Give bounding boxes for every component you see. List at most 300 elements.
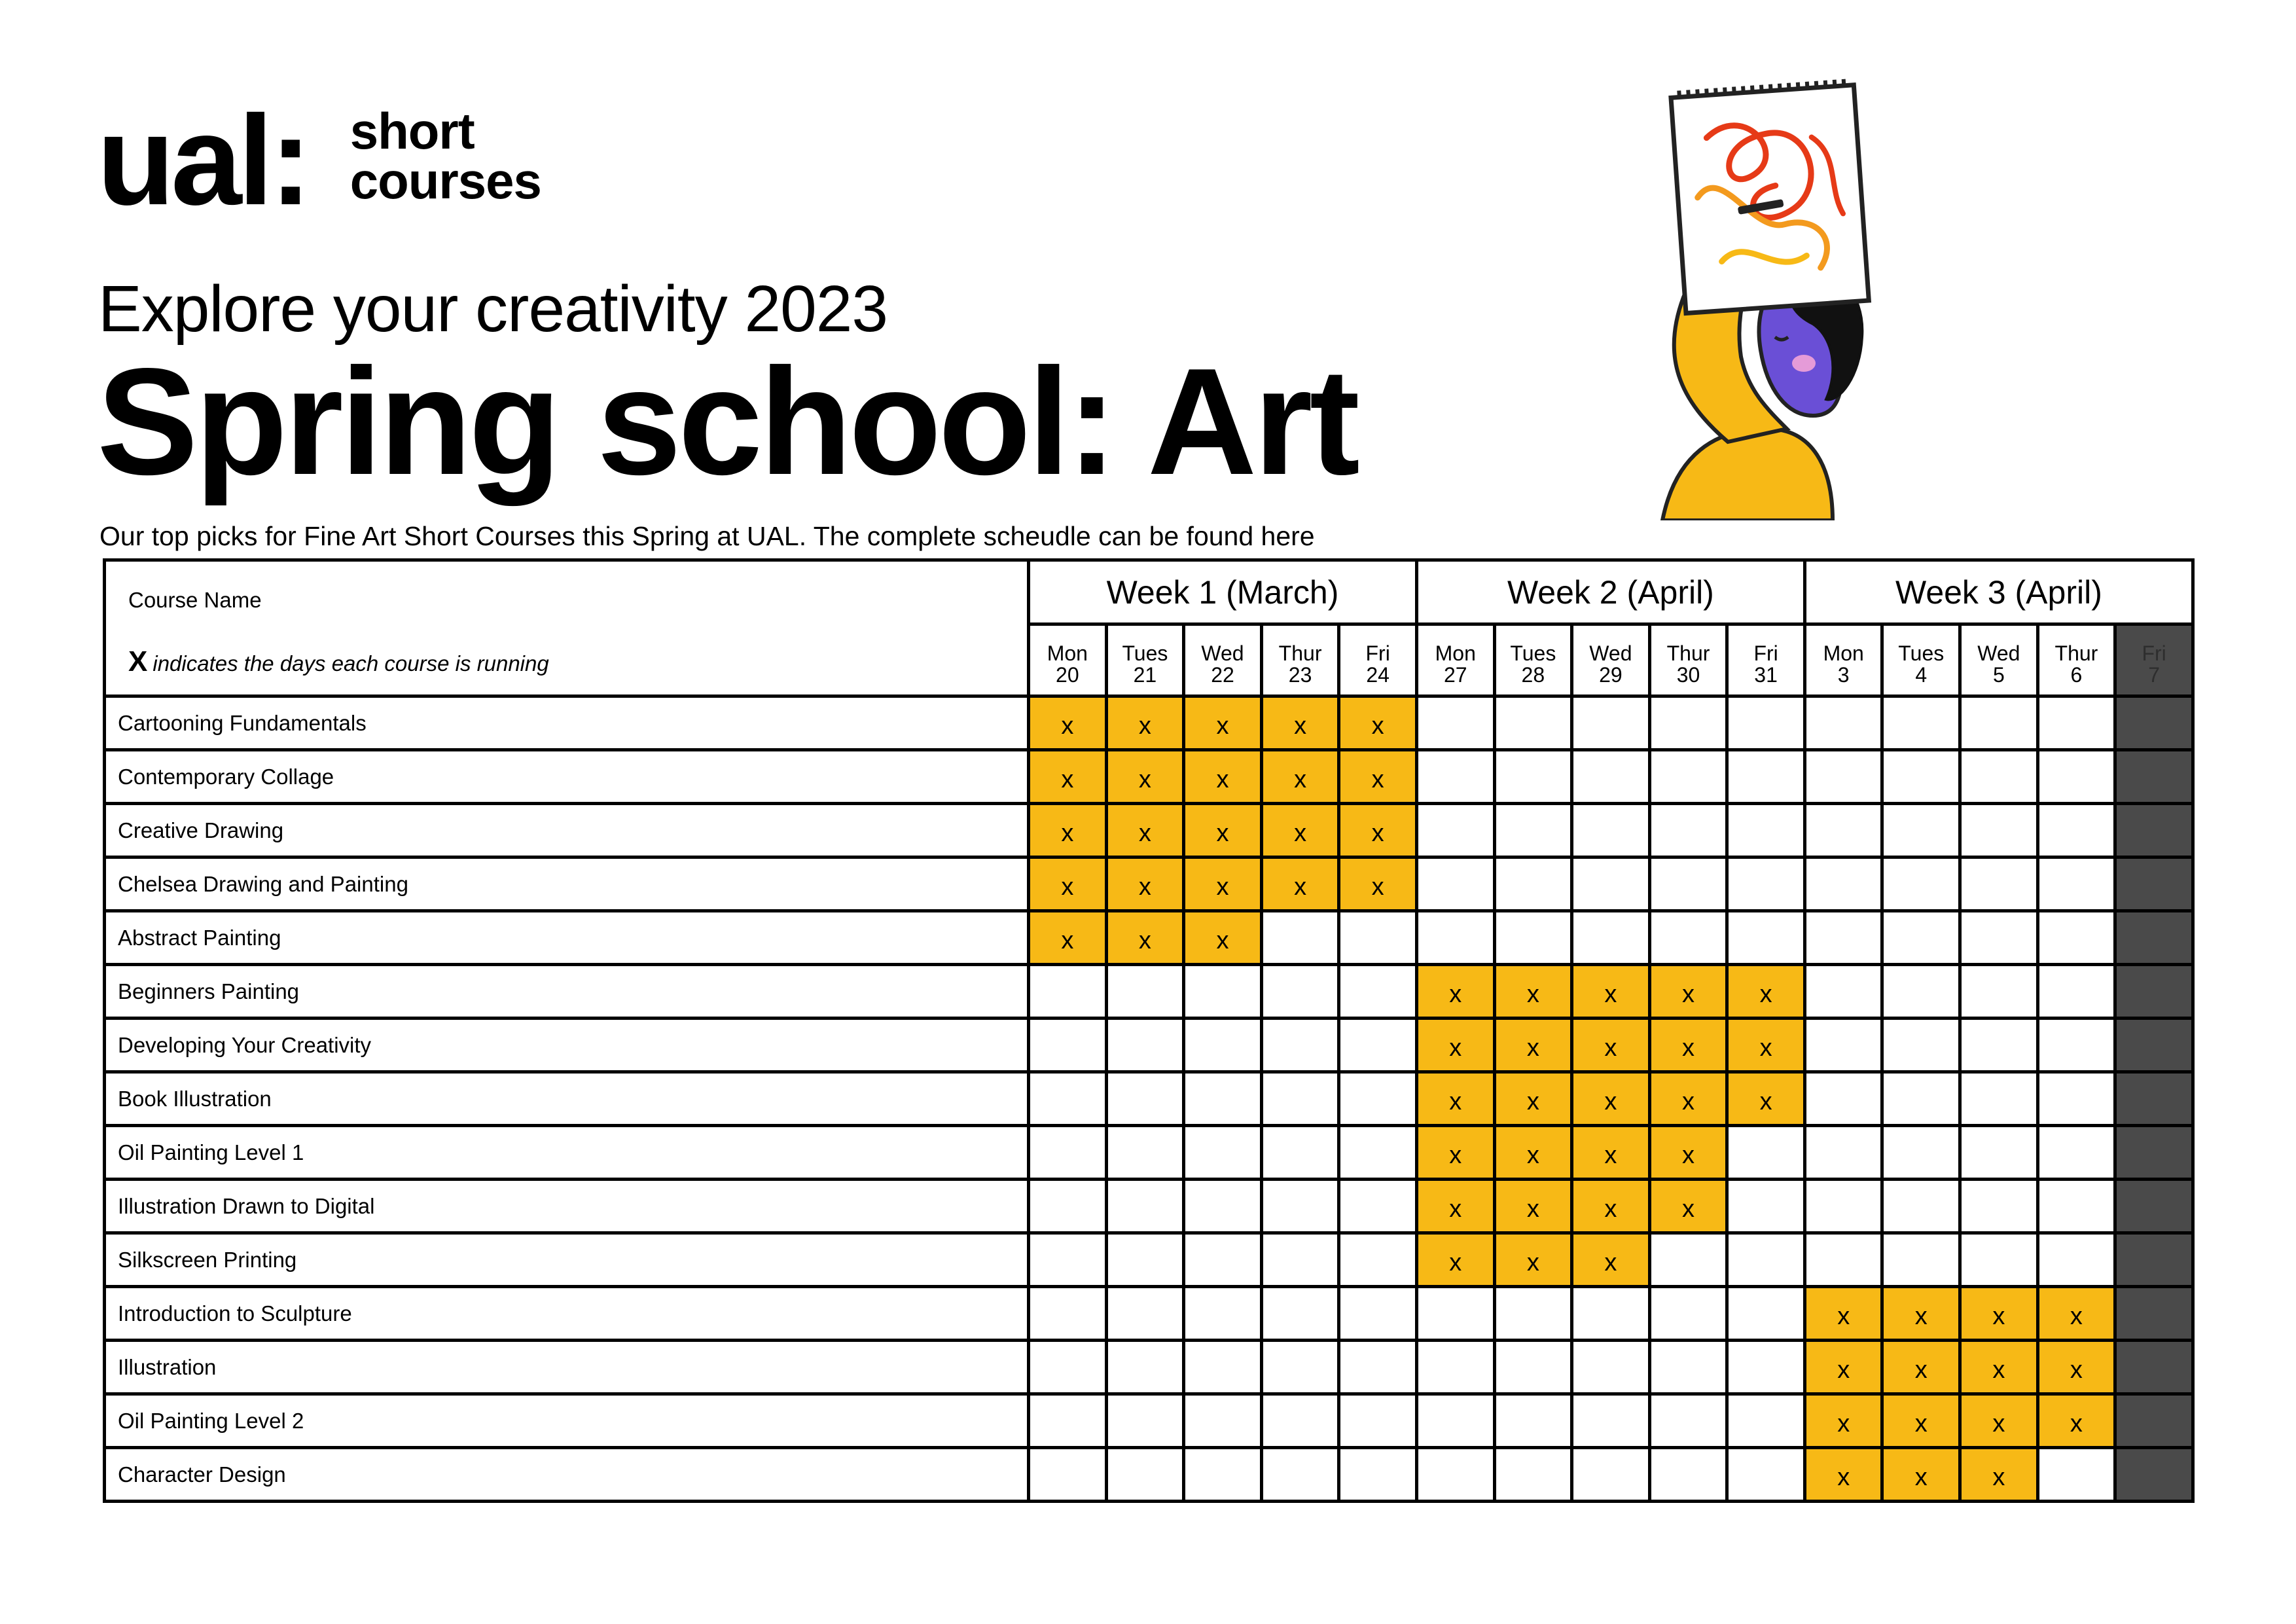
schedule-cell-empty: [1649, 1394, 1727, 1448]
schedule-cell-empty: [1184, 1287, 1262, 1341]
schedule-cell-empty: [1339, 1126, 1417, 1180]
schedule-cell-running: x: [1339, 696, 1417, 750]
day-name: Tues: [1510, 641, 1556, 665]
schedule-cell-empty: [1261, 1233, 1339, 1287]
course-name: Book Illustration: [105, 1072, 1029, 1126]
schedule-cell-empty: [1960, 1019, 2038, 1072]
schedule-cell-empty: [1184, 1019, 1262, 1072]
schedule-cell-running: x: [1494, 1180, 1572, 1233]
schedule-cell-running: x: [1882, 1341, 1960, 1394]
schedule-cell-empty: [2037, 804, 2115, 857]
schedule-cell-empty: [1649, 1287, 1727, 1341]
course-row: [105, 1394, 2193, 1448]
course-row: [105, 965, 2193, 1019]
schedule-cell-empty: [1416, 750, 1494, 804]
schedule-cell-empty: [1494, 911, 1572, 965]
schedule-cell-running: x: [1416, 965, 1494, 1019]
ual-logo: [97, 89, 541, 232]
day-date: 6: [2070, 663, 2083, 687]
schedule-cell-empty: [1416, 1448, 1494, 1502]
schedule-cell-running: x: [1339, 750, 1417, 804]
schedule-cell-empty: [1649, 911, 1727, 965]
day-date: 24: [1366, 663, 1390, 687]
schedule-cell-running: x: [1804, 1341, 1882, 1394]
course-name: Developing Your Creativity: [105, 1019, 1029, 1072]
schedule-cell-running: x: [1572, 1233, 1650, 1287]
schedule-cell-running: x: [1261, 804, 1339, 857]
schedule-cell-running: x: [1339, 857, 1417, 911]
schedule-cell-empty: [1339, 1341, 1417, 1394]
schedule-cell-running: x: [1960, 1341, 2038, 1394]
day-date: 30: [1676, 663, 1700, 687]
schedule-cell-empty: [1960, 804, 2038, 857]
schedule-cell-running: x: [1184, 911, 1262, 965]
schedule-cell-empty: [1727, 750, 1805, 804]
schedule-cell-running: x: [1106, 857, 1184, 911]
schedule-cell-empty: [1572, 1448, 1650, 1502]
schedule-cell-empty: [1882, 1019, 1960, 1072]
schedule-cell-empty: [1649, 696, 1727, 750]
schedule-cell-empty: [1029, 1233, 1107, 1287]
day-name: Mon: [1047, 641, 1088, 665]
schedule-cell-empty: [1804, 965, 1882, 1019]
schedule-cell-running: x: [1416, 1126, 1494, 1180]
schedule-cell-empty: [1727, 696, 1805, 750]
day-name: Thur: [2054, 641, 2098, 665]
schedule-cell-empty: [1184, 1072, 1262, 1126]
schedule-cell-closed: [2115, 1126, 2193, 1180]
schedule-cell-empty: [1106, 1448, 1184, 1502]
schedule-cell-empty: [1804, 1072, 1882, 1126]
schedule-cell-empty: [1106, 1394, 1184, 1448]
day-header: [1184, 624, 1262, 696]
schedule-cell-running: x: [1106, 804, 1184, 857]
course-row: [105, 804, 2193, 857]
illustration-cheek: [1792, 355, 1816, 372]
course-name: Oil Painting Level 1: [105, 1126, 1029, 1180]
schedule-cell-empty: [1572, 1287, 1650, 1341]
day-header: [1261, 624, 1339, 696]
legend-text: indicates the days each course is running: [152, 651, 549, 676]
schedule-cell-empty: [1416, 696, 1494, 750]
schedule-cell-empty: [1572, 750, 1650, 804]
day-header: [1960, 624, 2038, 696]
schedule-cell-closed: [2115, 696, 2193, 750]
schedule-cell-empty: [1649, 857, 1727, 911]
schedule-cell-closed: [2115, 1394, 2193, 1448]
schedule-cell-running: x: [1727, 1019, 1805, 1072]
schedule-cell-running: x: [2037, 1341, 2115, 1394]
schedule-cell-empty: [1416, 1341, 1494, 1394]
schedule-cell-closed: [2115, 857, 2193, 911]
course-row: [105, 857, 2193, 911]
day-date: 29: [1599, 663, 1623, 687]
schedule-cell-running: x: [1029, 696, 1107, 750]
schedule-cell-empty: [1804, 911, 1882, 965]
schedule-cell-running: x: [1649, 1126, 1727, 1180]
schedule-cell-running: x: [1416, 1180, 1494, 1233]
schedule-cell-closed: [2115, 1287, 2193, 1341]
schedule-cell-running: x: [1416, 1019, 1494, 1072]
schedule-cell-closed: [2115, 1341, 2193, 1394]
schedule-cell-empty: [1029, 1126, 1107, 1180]
legend-note: [128, 645, 549, 678]
course-row: [105, 1019, 2193, 1072]
day-date: 28: [1521, 663, 1545, 687]
day-name: Wed: [1201, 641, 1244, 665]
schedule-cell-empty: [1804, 1180, 1882, 1233]
schedule-cell-empty: [1804, 1233, 1882, 1287]
day-name: Thur: [1278, 641, 1322, 665]
schedule-cell-running: x: [1494, 1126, 1572, 1180]
course-row: [105, 1341, 2193, 1394]
schedule-cell-empty: [1494, 1394, 1572, 1448]
legend-mark: X: [128, 645, 148, 677]
schedule-cell-running: x: [1029, 857, 1107, 911]
schedule-cell-running: x: [1960, 1448, 2038, 1502]
schedule-cell-empty: [1882, 1126, 1960, 1180]
course-row: [105, 750, 2193, 804]
course-name: Illustration Drawn to Digital: [105, 1180, 1029, 1233]
illustration-shirt: [1662, 429, 1833, 520]
schedule-cell-empty: [1494, 804, 1572, 857]
course-name: Cartooning Fundamentals: [105, 696, 1029, 750]
schedule-cell-empty: [1339, 965, 1417, 1019]
schedule-cell-empty: [1339, 1180, 1417, 1233]
schedule-cell-running: x: [1184, 696, 1262, 750]
schedule-cell-empty: [2037, 1126, 2115, 1180]
schedule-cell-closed: [2115, 965, 2193, 1019]
schedule-cell-empty: [1649, 1341, 1727, 1394]
logo-wordmark: ual:: [97, 89, 308, 232]
schedule-cell-running: x: [1494, 1233, 1572, 1287]
schedule-cell-running: x: [1416, 1072, 1494, 1126]
course-name-header: Course Name: [128, 588, 262, 612]
schedule-cell-empty: [1416, 857, 1494, 911]
schedule-cell-empty: [1261, 1180, 1339, 1233]
schedule-cell-running: x: [1804, 1287, 1882, 1341]
schedule-cell-empty: [1029, 1394, 1107, 1448]
schedule-cell-empty: [1804, 1019, 1882, 1072]
schedule-cell-empty: [1494, 1448, 1572, 1502]
day-name: Mon: [1435, 641, 1476, 665]
schedule-cell-empty: [1339, 1394, 1417, 1448]
schedule-cell-empty: [1960, 1233, 2038, 1287]
schedule-cell-empty: [2037, 1233, 2115, 1287]
schedule-cell-empty: [2037, 911, 2115, 965]
schedule-cell-empty: [1106, 1072, 1184, 1126]
schedule-cell-running: x: [2037, 1394, 2115, 1448]
schedule-cell-empty: [1960, 696, 2038, 750]
schedule-cell-empty: [1106, 1233, 1184, 1287]
course-name: Contemporary Collage: [105, 750, 1029, 804]
schedule-cell-empty: [2037, 965, 2115, 1019]
schedule-cell-running: x: [1029, 750, 1107, 804]
course-name: Introduction to Sculpture: [105, 1287, 1029, 1341]
schedule-cell-running: x: [1649, 1019, 1727, 1072]
schedule-cell-running: x: [1339, 804, 1417, 857]
day-name: Thur: [1666, 641, 1710, 665]
schedule-cell-empty: [1106, 1126, 1184, 1180]
day-date: 20: [1056, 663, 1079, 687]
schedule-cell-empty: [1339, 1019, 1417, 1072]
schedule-cell-empty: [1184, 1341, 1262, 1394]
schedule-cell-running: x: [1882, 1287, 1960, 1341]
schedule-cell-empty: [1339, 911, 1417, 965]
schedule-cell-closed: [2115, 804, 2193, 857]
day-header: [1727, 624, 1805, 696]
course-name: Oil Painting Level 2: [105, 1394, 1029, 1448]
week-2-header: Week 2 (April): [1416, 560, 1804, 624]
logo-subtitle-line2: courses: [350, 152, 541, 209]
schedule-cell-empty: [1184, 1126, 1262, 1180]
schedule-cell-empty: [1261, 1394, 1339, 1448]
schedule-cell-running: x: [1804, 1448, 1882, 1502]
schedule-cell-empty: [1727, 857, 1805, 911]
schedule-cell-running: x: [1572, 1126, 1650, 1180]
course-row: [105, 1448, 2193, 1502]
schedule-cell-empty: [1416, 1394, 1494, 1448]
schedule-cell-running: x: [1572, 1180, 1650, 1233]
day-header: [1494, 624, 1572, 696]
schedule-cell-closed: [2115, 1019, 2193, 1072]
week-3-header: Week 3 (April): [1804, 560, 2193, 624]
course-name: Beginners Painting: [105, 965, 1029, 1019]
schedule-cell-empty: [1804, 1126, 1882, 1180]
schedule-cell-empty: [1416, 911, 1494, 965]
day-header: [1882, 624, 1960, 696]
schedule-cell-empty: [1882, 1180, 1960, 1233]
day-header: [1106, 624, 1184, 696]
schedule-cell-empty: [1960, 1072, 2038, 1126]
day-name: Tues: [1898, 641, 1945, 665]
schedule-cell-empty: [1029, 965, 1107, 1019]
schedule-cell-empty: [1882, 965, 1960, 1019]
schedule-cell-empty: [1727, 1233, 1805, 1287]
course-name: Silkscreen Printing: [105, 1233, 1029, 1287]
day-name: Tues: [1122, 641, 1168, 665]
schedule-cell-empty: [1882, 1072, 1960, 1126]
schedule-cell-empty: [1882, 750, 1960, 804]
schedule-cell-empty: [1804, 696, 1882, 750]
schedule-cell-empty: [1649, 804, 1727, 857]
schedule-cell-empty: [2037, 1448, 2115, 1502]
day-date: 31: [1754, 663, 1778, 687]
schedule-cell-empty: [1106, 1287, 1184, 1341]
course-name: Abstract Painting: [105, 911, 1029, 965]
page-title: Spring school: Art: [97, 337, 1357, 507]
day-date: 27: [1443, 663, 1467, 687]
day-header: [1029, 624, 1107, 696]
course-name: Creative Drawing: [105, 804, 1029, 857]
schedule-cell-empty: [1261, 1287, 1339, 1341]
day-header: [1649, 624, 1727, 696]
week-1-header: Week 1 (March): [1029, 560, 1417, 624]
day-header: [1339, 624, 1417, 696]
schedule-cell-empty: [1882, 857, 1960, 911]
schedule-cell-empty: [1184, 1394, 1262, 1448]
schedule-cell-closed: [2115, 1448, 2193, 1502]
schedule-cell-empty: [1649, 1233, 1727, 1287]
schedule-cell-empty: [1572, 857, 1650, 911]
schedule-cell-empty: [1261, 1072, 1339, 1126]
day-header: [2115, 624, 2193, 696]
course-row: [105, 1233, 2193, 1287]
day-header: [2037, 624, 2115, 696]
schedule-cell-running: x: [1649, 1072, 1727, 1126]
schedule-cell-empty: [1649, 750, 1727, 804]
day-name: Wed: [1589, 641, 1632, 665]
schedule-cell-empty: [1727, 1287, 1805, 1341]
schedule-cell-empty: [1339, 1448, 1417, 1502]
course-row: [105, 696, 2193, 750]
schedule-cell-closed: [2115, 911, 2193, 965]
schedule-cell-empty: [1184, 1180, 1262, 1233]
schedule-cell-running: x: [1029, 911, 1107, 965]
schedule-cell-empty: [1727, 1448, 1805, 1502]
schedule-cell-empty: [2037, 750, 2115, 804]
schedule-cell-running: x: [1727, 965, 1805, 1019]
schedule-cell-empty: [1882, 911, 1960, 965]
day-name: Fri: [2142, 641, 2166, 665]
day-date: 3: [1837, 663, 1850, 687]
intro-text: Our top picks for Fine Art Short Courses this Spring at UAL. The complete scheudle can be found here: [99, 521, 1315, 551]
schedule-cell-running: x: [1106, 696, 1184, 750]
course-schedule-table: [103, 558, 2195, 1503]
schedule-cell-empty: [1727, 1126, 1805, 1180]
day-header: [1416, 624, 1494, 696]
schedule-cell-empty: [1727, 911, 1805, 965]
schedule-cell-empty: [1494, 696, 1572, 750]
illustration-person-sketchbook: [1617, 62, 1892, 520]
schedule-cell-empty: [1960, 857, 2038, 911]
schedule-cell-empty: [1494, 1287, 1572, 1341]
logo-subtitle: [350, 102, 541, 209]
course-row: [105, 1180, 2193, 1233]
schedule-cell-running: x: [1572, 1019, 1650, 1072]
schedule-cell-empty: [1804, 857, 1882, 911]
schedule-cell-empty: [1029, 1341, 1107, 1394]
schedule-cell-empty: [1804, 804, 1882, 857]
course-row: [105, 1072, 2193, 1126]
schedule-cell-empty: [1261, 1126, 1339, 1180]
schedule-cell-empty: [1960, 965, 2038, 1019]
schedule-cell-empty: [1184, 1233, 1262, 1287]
schedule-cell-empty: [1339, 1072, 1417, 1126]
schedule-cell-empty: [1261, 911, 1339, 965]
schedule-cell-empty: [1184, 1448, 1262, 1502]
schedule-cell-empty: [1416, 1287, 1494, 1341]
course-name: Character Design: [105, 1448, 1029, 1502]
schedule-cell-running: x: [1727, 1072, 1805, 1126]
schedule-cell-empty: [1494, 857, 1572, 911]
schedule-cell-empty: [2037, 1180, 2115, 1233]
course-row: [105, 1126, 2193, 1180]
day-date: 7: [2148, 663, 2160, 687]
schedule-cell-empty: [1339, 1233, 1417, 1287]
schedule-cell-empty: [1494, 1341, 1572, 1394]
schedule-cell-running: x: [1416, 1233, 1494, 1287]
schedule-cell-empty: [1029, 1180, 1107, 1233]
schedule-cell-empty: [2037, 696, 2115, 750]
schedule-cell-empty: [1184, 965, 1262, 1019]
day-date: 5: [1992, 663, 2005, 687]
schedule-cell-closed: [2115, 750, 2193, 804]
schedule-cell-empty: [1960, 750, 2038, 804]
day-name: Mon: [1823, 641, 1864, 665]
schedule-cell-empty: [1572, 804, 1650, 857]
schedule-cell-running: x: [1804, 1394, 1882, 1448]
schedule-cell-running: x: [1184, 804, 1262, 857]
schedule-cell-empty: [1727, 804, 1805, 857]
course-row: [105, 911, 2193, 965]
schedule-cell-empty: [1960, 911, 2038, 965]
schedule-cell-empty: [1960, 1126, 2038, 1180]
schedule-cell-running: x: [1649, 965, 1727, 1019]
day-name: Wed: [1977, 641, 2020, 665]
schedule-cell-empty: [1727, 1341, 1805, 1394]
course-name: Chelsea Drawing and Painting: [105, 857, 1029, 911]
day-date: 21: [1133, 663, 1157, 687]
schedule-cell-empty: [1882, 1233, 1960, 1287]
schedule-cell-running: x: [1261, 857, 1339, 911]
schedule-cell-running: x: [1184, 750, 1262, 804]
schedule-cell-empty: [2037, 857, 2115, 911]
schedule-cell-running: x: [1494, 1019, 1572, 1072]
schedule-cell-running: x: [1494, 965, 1572, 1019]
course-name: Illustration: [105, 1341, 1029, 1394]
schedule-cell-empty: [1106, 1019, 1184, 1072]
schedule-cell-empty: [1029, 1448, 1107, 1502]
schedule-cell-empty: [1416, 804, 1494, 857]
course-row: [105, 1287, 2193, 1341]
schedule-cell-empty: [1960, 1180, 2038, 1233]
day-date: 4: [1915, 663, 1928, 687]
schedule-cell-empty: [1029, 1072, 1107, 1126]
page-kicker: Explore your creativity 2023: [98, 272, 888, 346]
schedule-cell-empty: [1261, 965, 1339, 1019]
schedule-cell-empty: [1572, 1394, 1650, 1448]
schedule-cell-empty: [1572, 696, 1650, 750]
schedule-cell-empty: [1727, 1180, 1805, 1233]
schedule-cell-running: x: [1184, 857, 1262, 911]
schedule-cell-empty: [1727, 1394, 1805, 1448]
schedule-cell-empty: [1029, 1019, 1107, 1072]
schedule-cell-running: x: [1494, 1072, 1572, 1126]
schedule-cell-closed: [2115, 1072, 2193, 1126]
schedule-cell-empty: [1106, 965, 1184, 1019]
schedule-cell-empty: [1261, 1341, 1339, 1394]
schedule-cell-empty: [1106, 1341, 1184, 1394]
schedule-cell-empty: [1572, 1341, 1650, 1394]
schedule-cell-empty: [1261, 1448, 1339, 1502]
schedule-cell-running: x: [2037, 1287, 2115, 1341]
schedule-cell-running: x: [1960, 1394, 2038, 1448]
schedule-cell-empty: [1494, 750, 1572, 804]
illustration-sketchbook: [1671, 82, 1869, 314]
schedule-cell-empty: [1804, 750, 1882, 804]
schedule-cell-running: x: [1261, 750, 1339, 804]
schedule-cell-running: x: [1572, 1072, 1650, 1126]
day-name: Fri: [1365, 641, 1390, 665]
schedule-cell-closed: [2115, 1180, 2193, 1233]
schedule-cell-running: x: [1649, 1180, 1727, 1233]
schedule-cell-empty: [1106, 1180, 1184, 1233]
schedule-cell-running: x: [1106, 750, 1184, 804]
schedule-cell-running: x: [1882, 1394, 1960, 1448]
schedule-cell-running: x: [1882, 1448, 1960, 1502]
schedule-cell-empty: [1339, 1287, 1417, 1341]
